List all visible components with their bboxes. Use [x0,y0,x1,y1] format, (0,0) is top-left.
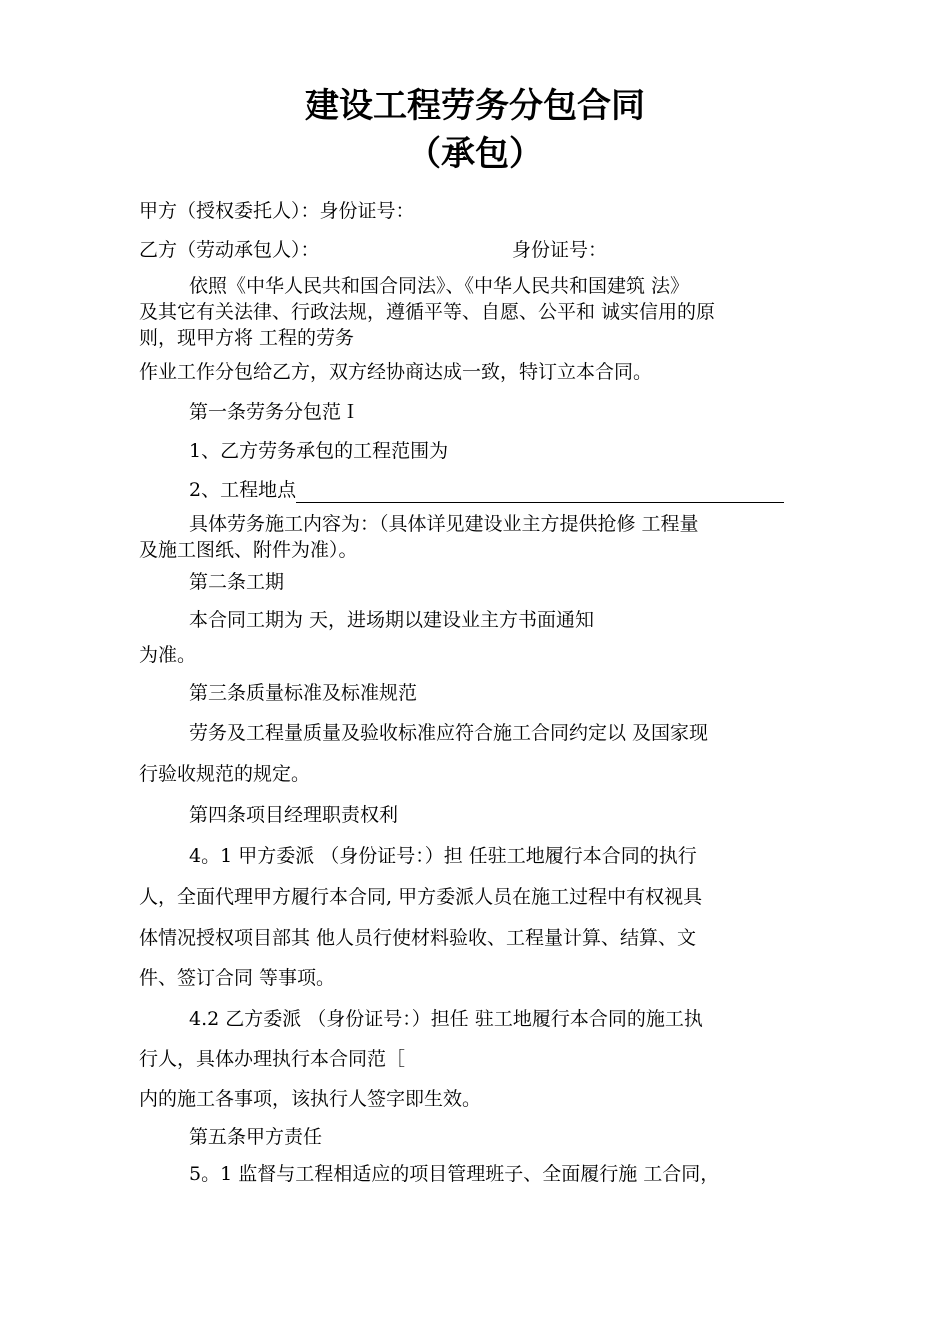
intro-paragraph-line: 则，现甲方将 工程的劳务 [139,327,355,349]
article-1-content-line: 具体劳务施工内容为：（具体详见建设业主方提供抢修 工程量 [189,513,699,535]
article-4-1-line: 件、签订合同 等事项。 [139,967,336,989]
article-3-text-line: 行验收规范的规定。 [139,763,311,785]
article-1-heading: 第一条劳务分包范Ｉ [189,401,361,423]
article-4-2-line: 行人，具体办理执行本合同范［ [139,1048,406,1070]
article-4-1-line: 人，全面代理甲方履行本合同, 甲方委派人员在施工过程中有权视具 [139,886,703,908]
work-location-blank [296,480,784,503]
article-4-1-line: 4。1 甲方委派 （身份证号：）担 任驻工地履行本合同的执行 [189,845,697,867]
article-1-item-1: 1、乙方劳务承包的工程范围为 [189,440,449,462]
article-2-text-line: 为准。 [139,644,197,666]
intro-paragraph-line: 作业工作分包给乙方，双方经协商达成一致，特订立本合同。 [139,361,653,383]
article-4-1-line: 体情况授权项目部其 他人员行使材料验收、工程量计算、结算、文 [139,927,697,949]
article-4-heading: 第四条项目经理职责权利 [189,804,399,826]
article-4-2-line: 内的施工各事项，该执行人签字即生效。 [139,1088,482,1110]
article-1-content-line: 及施工图纸、附件为准）。 [139,539,358,561]
article-3-heading: 第三条质量标准及标准规范 [189,682,418,704]
article-5-heading: 第五条甲方责任 [189,1126,323,1148]
work-location-label: 2、工程地点 [189,479,297,501]
party-b-id-label: 身份证号： [512,239,608,261]
party-a-line: 甲方（授权委托人）：身份证号： [139,200,415,222]
article-2-heading: 第二条工期 [189,571,285,593]
article-2-text-line: 本合同工期为 天，进场期以建设业主方书面通知 [189,609,595,631]
intro-paragraph-line: 及其它有关法律、行政法规，遵循平等、自愿、公平和 诚实信用的原 [139,301,716,323]
article-3-text-line: 劳务及工程量质量及验收标准应符合施工合同约定以 及国家现 [189,722,709,744]
intro-paragraph-line: 依照《中华人民共和国合同法》、《中华人民共和国建筑 法》 [189,275,690,297]
document-title: 建设工程劳务分包合同 [305,86,645,126]
party-b-label: 乙方（劳动承包人）： [139,239,320,261]
article-4-2-line: 4.2 乙方委派 （身份证号：）担任 驻工地履行本合同的施工执 [189,1008,703,1030]
document-subtitle: （承包） [407,134,543,174]
article-1-item-2 [189,477,784,503]
article-5-1-line: 5。1 监督与工程相适应的项目管理班子、全面履行施 工合同， [189,1163,720,1185]
